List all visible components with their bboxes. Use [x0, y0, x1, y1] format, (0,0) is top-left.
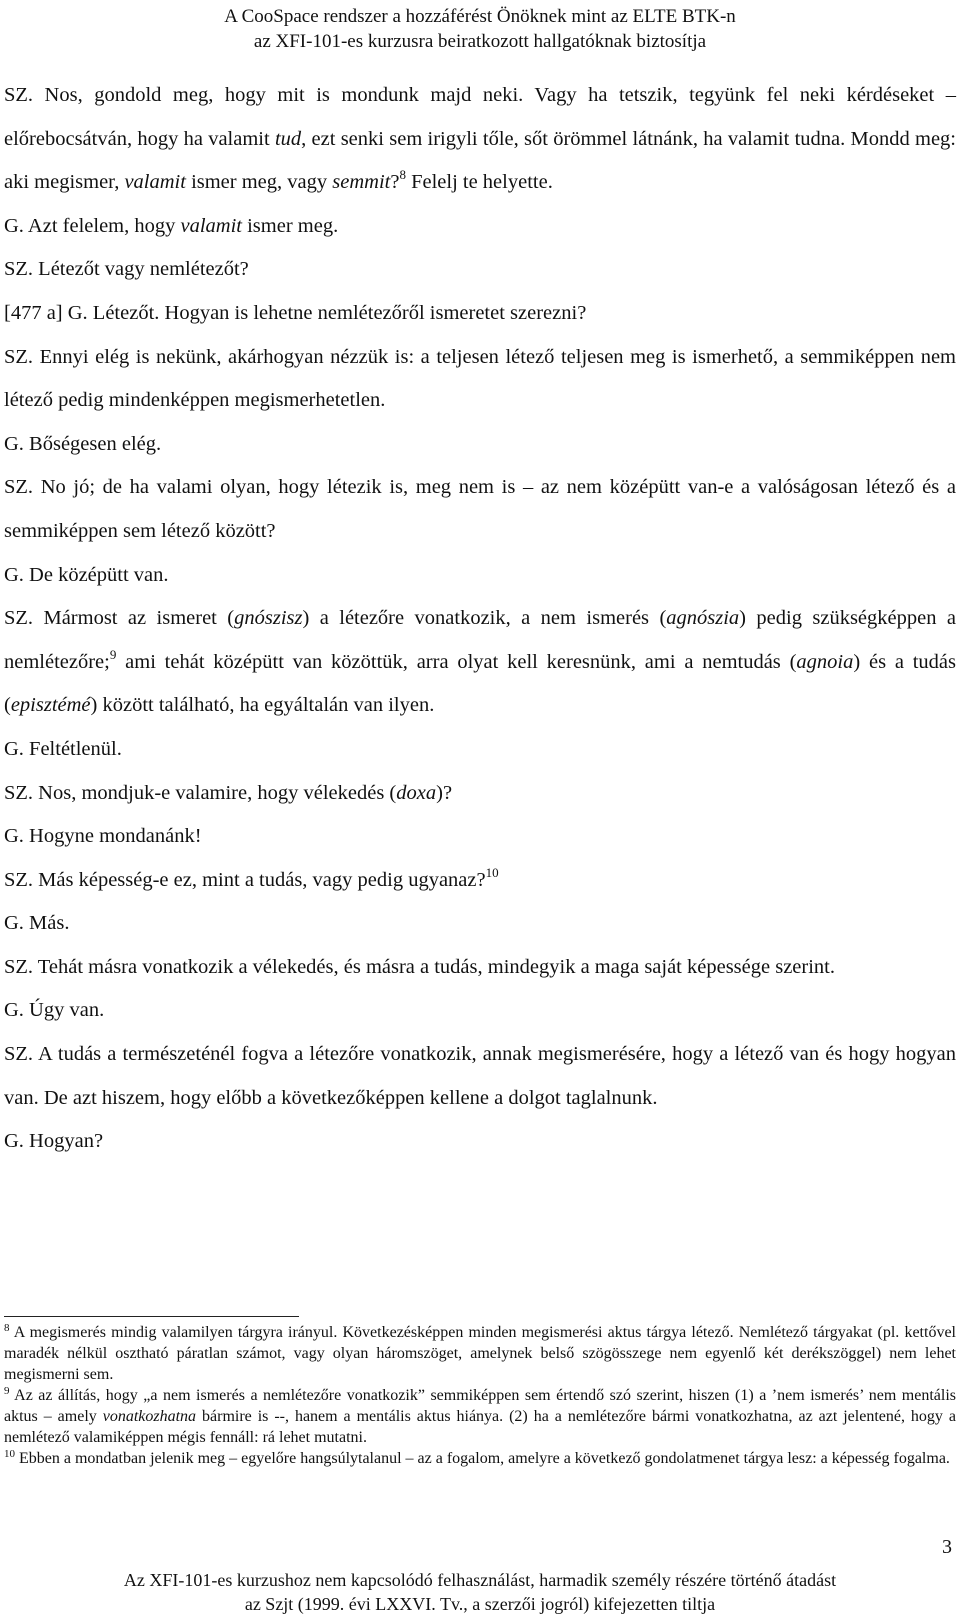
footnote-number: 8	[4, 1322, 10, 1334]
footer-line-1: Az XFI-101-es kurzushoz nem kapcsolódó felhasználást, harmadik személy részére történő átadást	[123, 1570, 837, 1590]
paragraph-4: [477 a] G. Létezőt. Hogyan is lehetne nemlétezőről ismeretet szerezni?	[4, 301, 587, 324]
paragraph-9	[4, 597, 956, 728]
footnote-8	[4, 1322, 956, 1385]
paragraph-8: G. De középütt van.	[4, 563, 169, 586]
paragraph-6: G. Bőségesen elég.	[4, 432, 162, 455]
paragraph-7: SZ. No jó; de ha valami olyan, hogy létezik is, meg nem is – az nem középütt van-e a valóságosan létező és a semmiképpen sem létező között?	[4, 476, 956, 542]
text-run-italic: agnószia	[666, 607, 740, 630]
text-run-italic: episztémé	[10, 694, 91, 717]
page-footer	[0, 1568, 960, 1616]
paragraph-13	[4, 859, 956, 903]
text-run-italic: valamit	[124, 171, 186, 194]
footnote-number: 10	[4, 1448, 15, 1460]
footnote-text: Ebben a mondatban jelenik meg – egyelőre hangsúlytalanul – az a fogalom, amelyre a következő gondolatmenet tárgya lesz: a képesség fogalma.	[15, 1450, 950, 1467]
paragraph-11	[4, 772, 956, 816]
header-line-2: az XFI-101-es kurzusra beiratkozott hallgatóknak biztosítja	[253, 31, 707, 52]
footnote-separator	[4, 1316, 299, 1317]
text-run: ami tehát középütt van közöttük, arra olyat kell keresnünk, ami a nemtudás (	[116, 650, 797, 673]
paragraph-14: G. Más.	[4, 912, 70, 935]
text-run-italic: valamit	[180, 214, 242, 237]
footnote-text-italic: vonatkozhatna	[102, 1408, 197, 1425]
text-run: ?	[390, 171, 400, 194]
paragraph-1	[4, 74, 956, 205]
paragraph-10: G. Feltétlenül.	[4, 737, 122, 760]
paragraph-17: SZ. A tudás a természeténél fogva a létezőre vonatkozik, annak megismerésére, hogy a létező van és hogy hogyan van. De azt hiszem, hogy előbb a következőképpen kellene a dolgot taglalnunk.	[4, 1043, 956, 1109]
text-run-italic: tud	[274, 127, 302, 150]
footnote-10	[4, 1448, 956, 1469]
text-run-italic: gnószisz	[234, 607, 303, 630]
text-run: , ezt senki sem irigyli tőle, sőt örömmel látnánk, ha valamit tudna. Mondd meg: aki megismer,	[4, 127, 956, 194]
footnote-text: Az az állítás, hogy „a nem ismerés a nemlétezőre vonatkozik” semmiképpen sem értendő szó szerint, hiszen (1) a ’nem ismerés’ nem mentális aktus – amely	[4, 1387, 956, 1425]
text-run: G. Azt felelem, hogy	[4, 214, 181, 237]
footnote-ref-9[interactable]: 9	[109, 646, 117, 662]
paragraph-16: G. Úgy van.	[4, 999, 105, 1022]
footnote-number: 9	[4, 1385, 10, 1397]
document-body	[4, 74, 956, 1164]
paragraph-15: SZ. Tehát másra vonatkozik a vélekedés, és másra a tudás, mindegyik a maga saját képessége szerint.	[4, 955, 836, 978]
paragraph-2	[4, 205, 956, 249]
text-run: SZ. Mármost az ismeret (	[4, 607, 235, 630]
footnote-ref-8[interactable]: 8	[399, 167, 406, 183]
paragraph-12: G. Hogyne mondanánk!	[4, 825, 202, 848]
text-run-italic: agnoia	[796, 650, 854, 673]
text-run: ) és a tudás (	[4, 650, 956, 717]
text-run: Felelj te helyette.	[405, 171, 553, 194]
page-header	[0, 0, 960, 50]
text-run: SZ. Nos, mondjuk-e valamire, hogy vélekedés (	[4, 781, 397, 804]
text-run: SZ. Más képesség-e ez, mint a tudás, vagy pedig ugyanaz?	[4, 868, 486, 891]
text-run: ) között található, ha egyáltalán van ilyen.	[90, 694, 435, 717]
paragraph-5: SZ. Ennyi elég is nekünk, akárhogyan nézzük is: a teljesen létező teljesen meg is ismerhető, a semmiképpen nem létező pedig mindenképpen megismerhetetlen.	[4, 345, 956, 412]
footnote-text: bármire is --, hanem a mentális aktus hiánya. (2) ha a nemlétezőre bármi vonatkozhatna, az azt jelentené, hogy a nemlétező valamiképpen mégis fennáll: rá lehet mutatni.	[4, 1408, 956, 1446]
text-run: ismer meg.	[241, 214, 339, 237]
page-number: 3	[942, 1536, 952, 1558]
text-run-italic: doxa	[396, 781, 437, 804]
paragraph-18: G. Hogyan?	[4, 1130, 104, 1153]
footnotes	[4, 1322, 956, 1469]
text-run: ) a létezőre vonatkozik, a nem ismerés (	[302, 607, 667, 630]
footer-line-2: az Szjt (1999. évi LXXVI. Tv., a szerzői jogról) kifejezetten tiltja	[244, 1594, 716, 1614]
text-run: SZ. Nos, gondold meg, hogy mit is mondunk majd neki. Vagy ha tetszik, tegyünk fel neki kérdéseket – előrebocsátván, hogy ha valamit	[4, 84, 956, 150]
text-run: )?	[436, 781, 453, 804]
paragraph-3: SZ. Létezőt vagy nemlétezőt?	[4, 258, 249, 281]
text-run-italic: semmit	[332, 171, 391, 194]
footnote-text: A megismerés mindig valamilyen tárgyra irányul. Következésképpen minden megismerési aktus tárgya létező. Nemlétező tárgyakat (pl. kettővel maradék nélkül osztható páratlan számot, vagy olyan háromszöget, amelynek belső szögösszege nem egyenlő két derékszöggel) nem lehet megismerni sem.	[4, 1324, 956, 1383]
footnote-9	[4, 1385, 956, 1448]
text-run: ) pedig szükségképpen a nemlétezőre;	[4, 607, 957, 673]
text-run: ismer meg, vagy	[185, 171, 333, 194]
header-line-1: A CooSpace rendszer a hozzáférést Önöknek mint az ELTE BTK-n	[224, 6, 736, 27]
footnote-ref-10[interactable]: 10	[485, 864, 499, 880]
